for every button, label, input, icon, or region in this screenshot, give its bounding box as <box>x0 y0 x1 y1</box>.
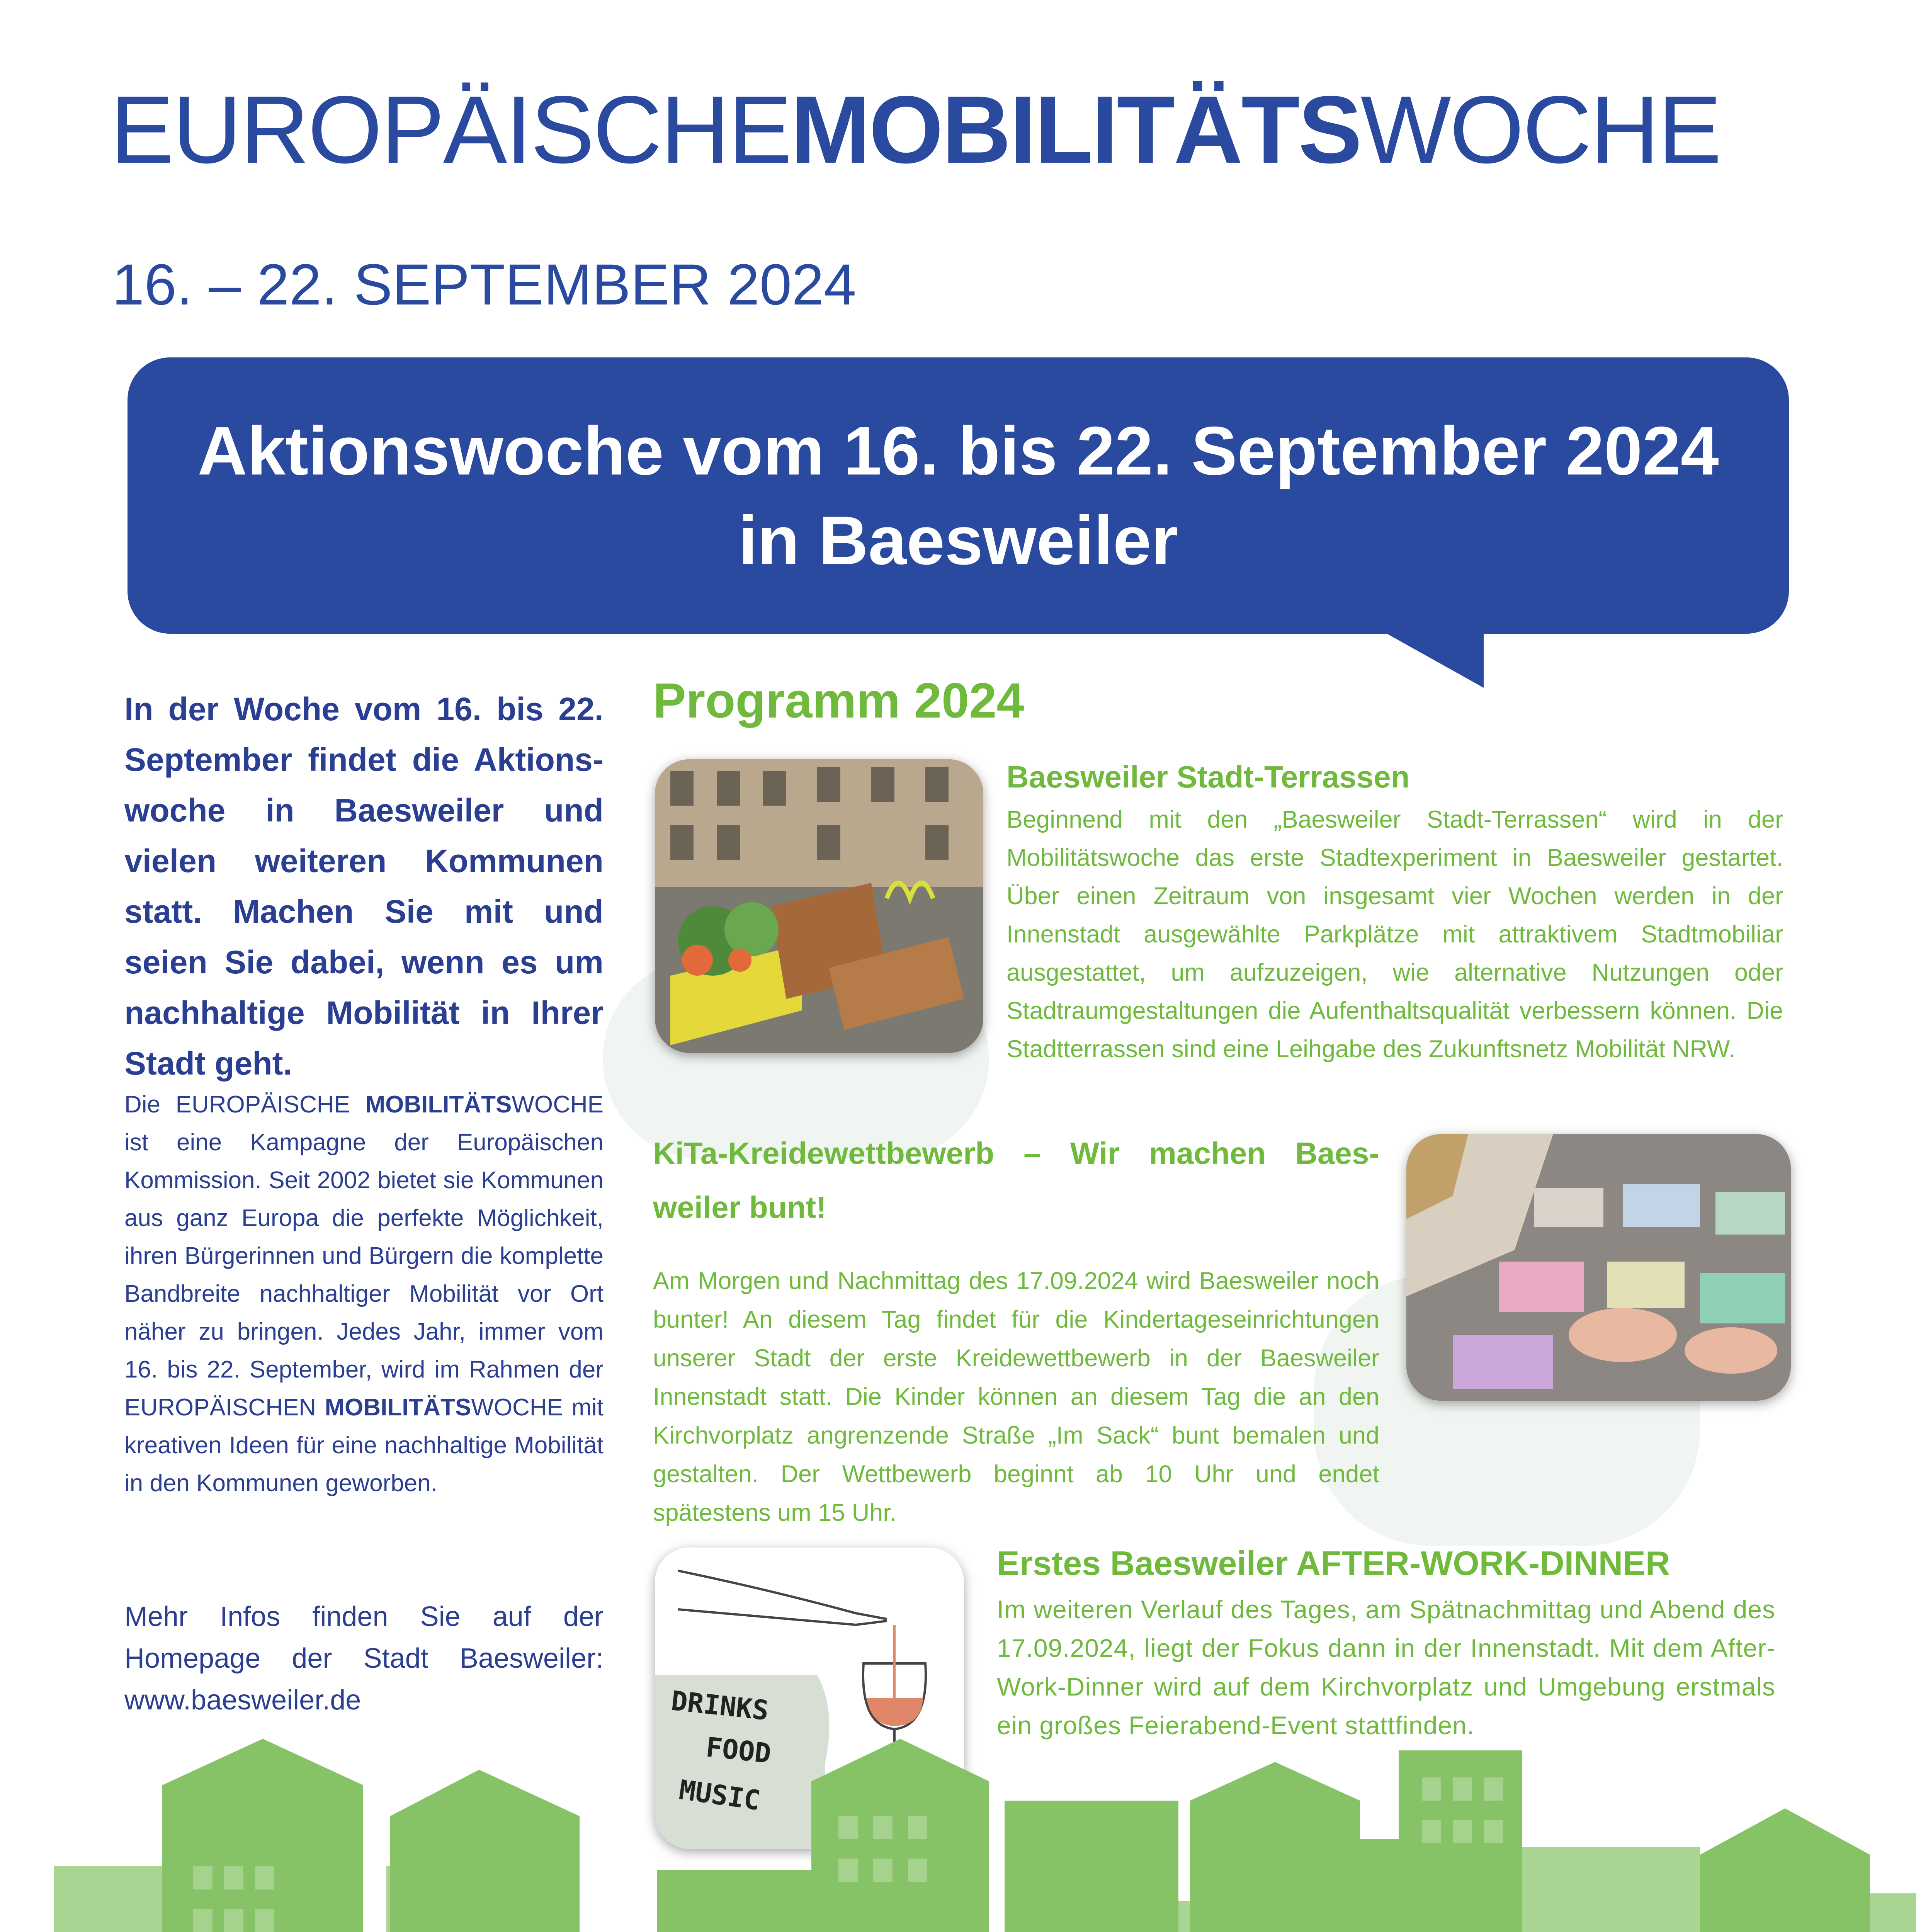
headline-line: Aktionswoche vom 16. bis 22. September 2024 <box>197 412 1719 489</box>
stadt-terrassen-photo <box>655 759 983 1053</box>
campaign-title <box>110 76 1810 183</box>
title-part: WOCHE <box>1360 76 1720 183</box>
bubble-tail <box>1352 614 1491 692</box>
section-title-kreidewettbewerb: KiTa-Kreidewettbewerb – Wir machen Baes-weiler bunt! <box>653 1136 1379 1225</box>
intro-text: In der Woche vom 16. bis 22. September findet die Aktions-woche in Baesweiler und vielen weiteren Kommunen statt. Machen Sie mit und seien Sie dabei, wenn es um nachhaltige Mobilität in Ihrer Stadt geht. <box>124 691 604 1082</box>
title-part: EUROPÄISCHE <box>110 76 791 183</box>
food-label: FOOD <box>704 1731 773 1770</box>
section-body-kreidewettbewerb: Am Morgen und Nachmittag des 17.09.2024 wird Baesweiler noch bunter! An diesem Tag findet für die Kindertageseinrichtungen unserer Stadt der erste Kreidewettbewerb in der Baesweiler Innenstadt statt. Die Kinder können an diesem Tag die an den Kirchvorplatz angrenzende Straße „Im Sack“ bunt bemalen und gestalten. Der Wettbewerb beginnt ab 10 Uhr und endet spätestens um 15 Uhr. <box>653 1267 1379 1526</box>
program-heading: Programm 2024 <box>653 673 1024 728</box>
section-title-stadt-terrassen: Baesweiler Stadt-Terrassen <box>1006 760 1410 794</box>
headline-line: in Baesweiler <box>738 502 1178 579</box>
section-title-after-work-dinner: Erstes Baesweiler AFTER-WORK-DINNER <box>997 1544 1670 1582</box>
drinks-label: DRINKS <box>670 1685 770 1727</box>
about-text: Die EUROPÄISCHE MOBILITÄTSWOCHE ist eine Kampagne der Europäischen Kommission. Seit 2002 bietet sie Kommunen aus ganz Europa die perfekte Möglichkeit, ihren Bürgerinnen und Bürgern die komplette Bandbreite nachhaltiger Mobilität vor Ort näher zu bringen. Jedes Jahr, immer vom 16. bis 22. September, wird im Rahmen der EUROPÄISCHEN MOBILITÄTSWOCHE mit kreativen Ideen für eine nachhaltige Mobilität in den Kommunen geworben. <box>124 1091 604 1497</box>
city-illustration <box>0 1739 1916 1932</box>
headline-bubble <box>128 357 1789 634</box>
campaign-dates: 16. – 22. SEPTEMBER 2024 <box>112 252 857 317</box>
music-label: MUSIC <box>677 1774 762 1817</box>
title-part-bold: MOBILITÄTS <box>791 76 1361 183</box>
section-body-after-work-dinner: Im weiteren Verlauf des Tages, am Spätnachmittag und Abend des 17.09.2024, liegt der Fokus dann in der Innenstadt. Mit dem After-Work-Dinner wird auf dem Kirchvorplatz und Umgebung erstmals ein großes Feierabend-Event stattfinden. <box>997 1595 1775 1740</box>
chalk-drawing-photo <box>1406 1134 1791 1401</box>
section-body-stadt-terrassen: Beginnend mit den „Baesweiler Stadt-Terrassen“ wird in der Mobilitätswoche das erste Stadtexperiment in Baesweiler gestartet. Über einen Zeitraum von insgesamt vier Wochen werden in der Innenstadt ausgewählte Parkplätze mit attraktivem Stadtmobiliar ausgestattet, um aufzuzeigen, wie alternative Nutzungen oder Stadtraumgestaltungen die Aufenthaltsqualität verbessern können. Die Stadtterrassen sind eine Leihgabe des Zukunftsnetz Mobilität NRW. <box>1006 806 1783 1063</box>
more-info-text: Mehr Infos finden Sie auf der Homepage der Stadt Baesweiler: www.baesweiler.de <box>124 1601 604 1716</box>
